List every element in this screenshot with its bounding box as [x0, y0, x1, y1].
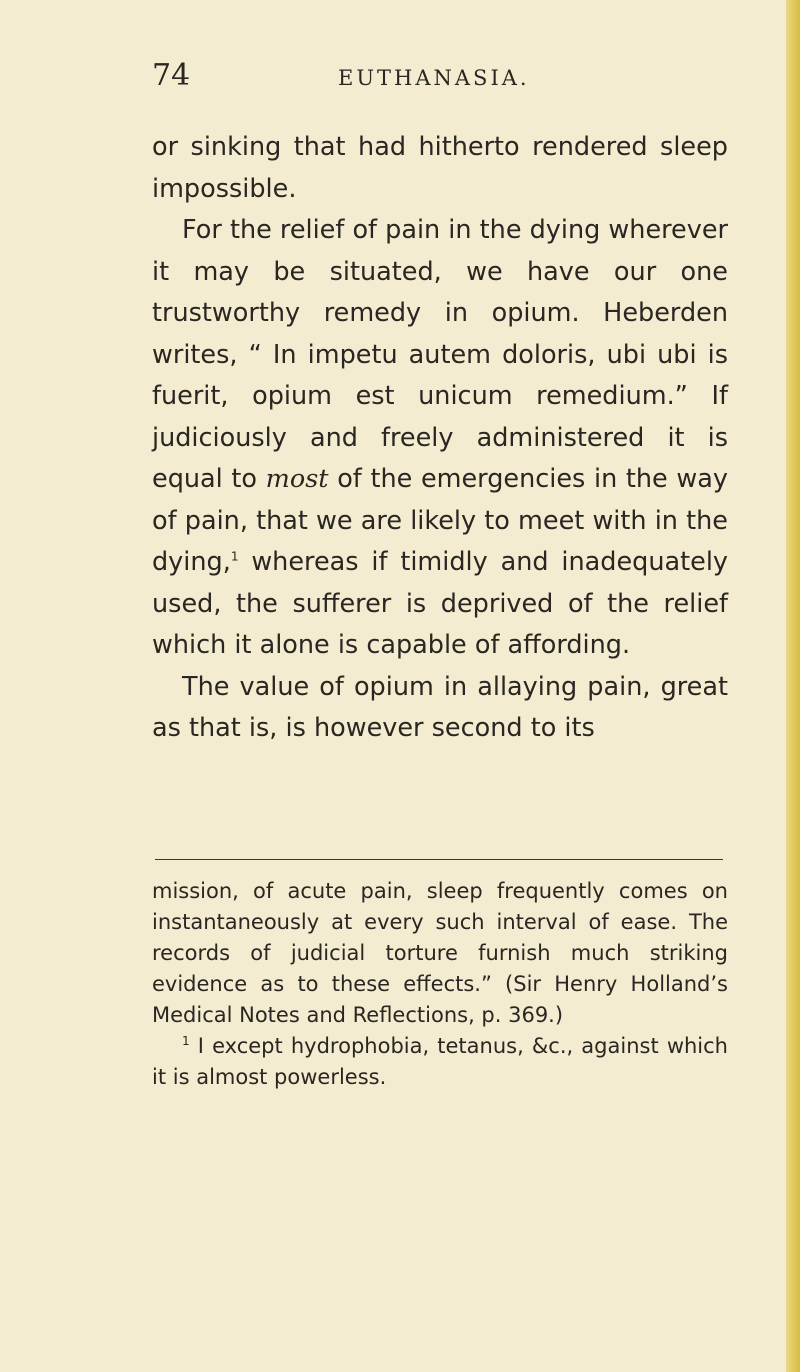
emphasis-most: most — [265, 464, 329, 494]
page-edge — [786, 0, 800, 1372]
paragraph-2-text-b: of the emergencies in the way of pain, that we are likely to meet with in the dying, — [152, 464, 728, 577]
footnote-1-text: I except hydrophobia, tetanus, &c., against which it is almost powerless. — [152, 1034, 728, 1089]
main-text — [152, 127, 728, 750]
paragraph-2-text-a: For the relief of pain in the dying wherever it may be situated, we have our one trustworthy remedy in opium. Heberden writes, “ In impetu autem doloris, ubi ubi is fuerit, opium est unicum remedium.” If judiciously and freely administered it is equal to — [152, 215, 729, 494]
page-header — [152, 58, 732, 108]
footnote-continuation: mission, of acute pain, sleep frequently comes on instantaneously at every such interval of ease. The records of judicial torture furnish much striking evidence as to these effects.” (Sir Henry Holland’s Medical Notes and Reflections, p. 369.) — [152, 879, 728, 1027]
running-head: EUTHANASIA. — [338, 66, 530, 90]
footnote-divider — [155, 859, 723, 860]
paragraph-1: or sinking that had hitherto rendered sleep impossible. — [152, 132, 728, 204]
paragraph-3: The value of opium in allaying pain, great as that is, is however second to its — [152, 671, 728, 743]
footnote-1-mark: 1 — [182, 1034, 190, 1048]
footnotes — [152, 876, 728, 1093]
paragraph-2-text-c: whereas if timidly and inadequately used, the sufferer is deprived of the relief which it alone is capable of affording. — [152, 547, 728, 660]
page-number: 74 — [152, 58, 191, 93]
paragraph-2 — [152, 210, 728, 667]
footnote-reference: 1 — [230, 549, 239, 564]
footnote-1 — [152, 1031, 728, 1093]
